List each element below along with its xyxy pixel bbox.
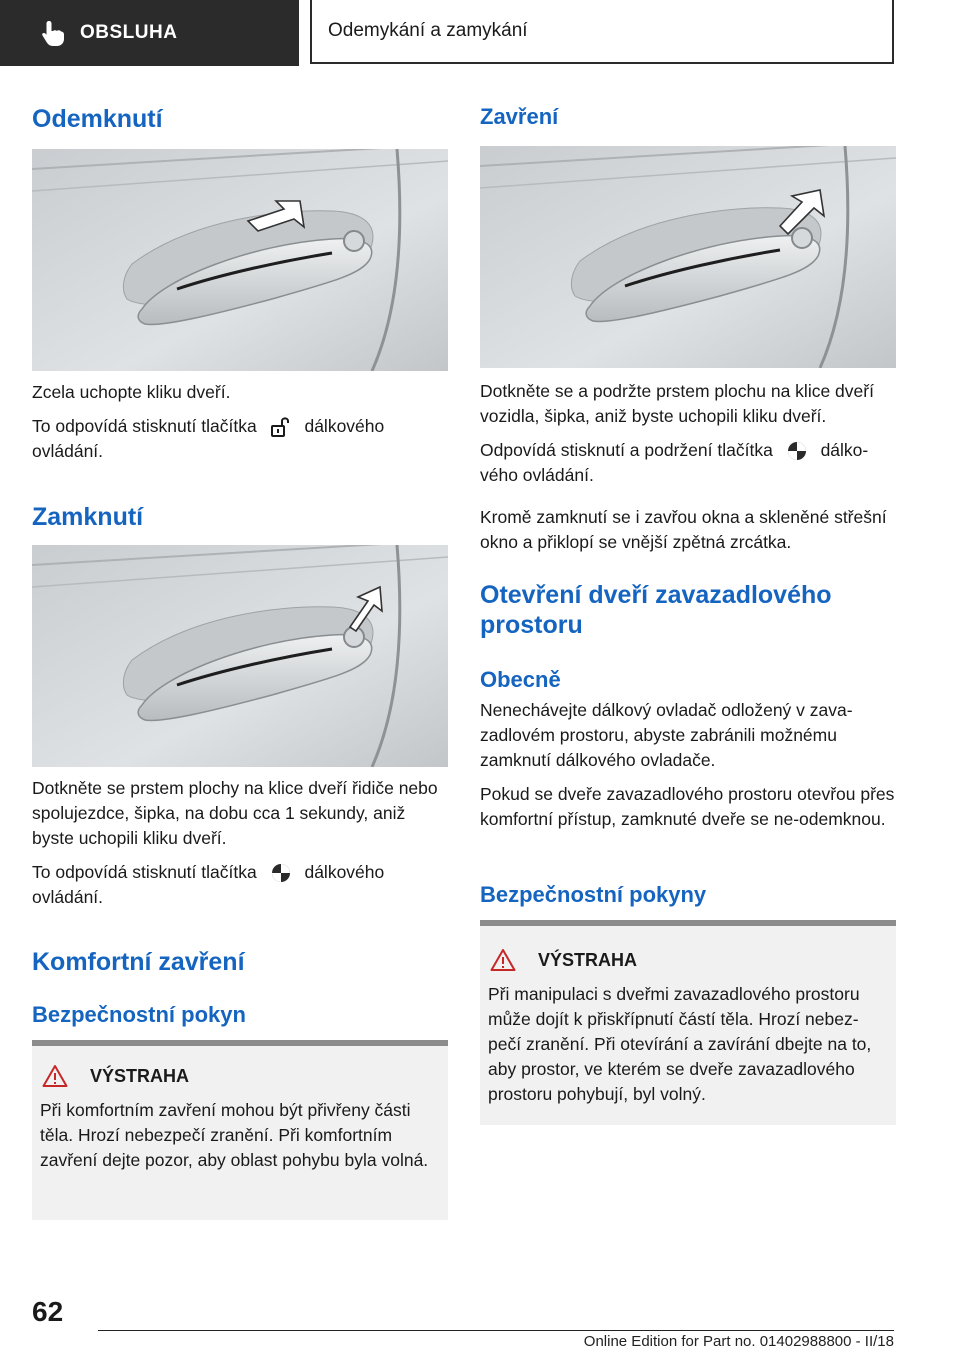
hand-icon [40,19,66,47]
heading-safety-notes: Bezpečnostní pokyny [480,882,707,907]
heading-close: Zavření [480,104,559,129]
section-label: OBSLUHA [80,22,178,43]
header-chapter [310,0,894,64]
para-unlock-2-text-a: To odpovídá stisknutí tlačítka [32,416,257,436]
lock-button-icon [266,861,296,885]
warning-text: Při komfortním zavření mohou být přivřeny části těla. Hrozí nebezpečí zranění. Při komfortním zavření dejte pozor, aby oblast pohybu byla volná. [40,1100,429,1170]
para-close-3: Kromě zamknutí se i zavřou okna a skleněné střešní okno a přiklopí se vnější zpětná zrcátka. [480,507,887,552]
heading-comfort-close: Komfortní zavření [32,948,245,976]
warning-box-right [480,920,896,1125]
chapter-title: Odemykání a zamykání [328,20,528,41]
heading-general: Obecně [480,667,561,692]
header-section-tab [0,0,299,66]
para-lock-2-text-b: dálkového ovládání. [32,862,385,908]
warning-triangle-icon [490,948,516,972]
footer-edition: Online Edition for Part no. 01402988800 - II/18 [583,1333,894,1350]
unlock-icon [266,415,296,439]
para-lock-1: Dotkněte se prstem plochy na klice dveří řidiče nebo spolujezdce, šipka, na dobu cca 1 sekundy, aniž byste uchopili kliku dveří. [32,778,438,848]
figure-door-handle-close [480,146,896,368]
heading-unlock: Odemknutí [32,105,163,133]
para-unlock-1: Zcela uchopte kliku dveří. [32,382,231,402]
para-close-2-text-a: Odpovídá stisknutí a podržení tlačítka [480,440,773,460]
para-close-2 [480,438,896,488]
warning-box-left [32,1040,448,1220]
page-number: 62 [32,1296,64,1327]
para-close-2-text-b: dálko-vého ovládání. [480,440,869,486]
para-close-1: Dotkněte se a podržte prstem plochu na klice dveří vozidla, šipka, aniž byste uchopili kliku dveří. [480,381,874,426]
heading-lock: Zamknutí [32,503,144,531]
figure-door-handle-unlock [32,149,448,371]
para-unlock-2 [32,414,448,464]
warning-triangle-icon [42,1064,68,1088]
lock-button-icon [782,439,812,463]
footer-divider [98,1330,894,1331]
heading-safety-note: Bezpečnostní pokyn [32,1002,246,1027]
warning-title: VÝSTRAHA [90,1065,190,1086]
warning-text: Při manipulaci s dveřmi zavazadlového prostoru může dojít k přiskřípnutí částí těla. Hrozí nebez-pečí zranění. Při otevírání a zavírání dbejte na to, aby prostor, ve kterém se dveře zavazadlového prostoru pohybují, byl volný. [488,984,872,1104]
figure-door-handle-lock [32,545,448,767]
heading-trunk-open: Otevření dveří zavazadlového prostoru [480,581,832,639]
para-general-1: Nenechávejte dálkový ovladač odložený v zava-zadlovém prostoru, abyste zabránili možnému zamknutí dálkového ovladače. [480,700,853,770]
para-general-2: Pokud se dveře zavazadlového prostoru otevřou přes komfortní přístup, zamknuté dveře se ne-odemknou. [480,784,895,829]
warning-title: VÝSTRAHA [538,949,638,970]
para-unlock-2-text-b: dálkového ovládání. [32,416,385,462]
para-lock-2-text-a: To odpovídá stisknutí tlačítka [32,862,257,882]
para-lock-2 [32,860,448,910]
